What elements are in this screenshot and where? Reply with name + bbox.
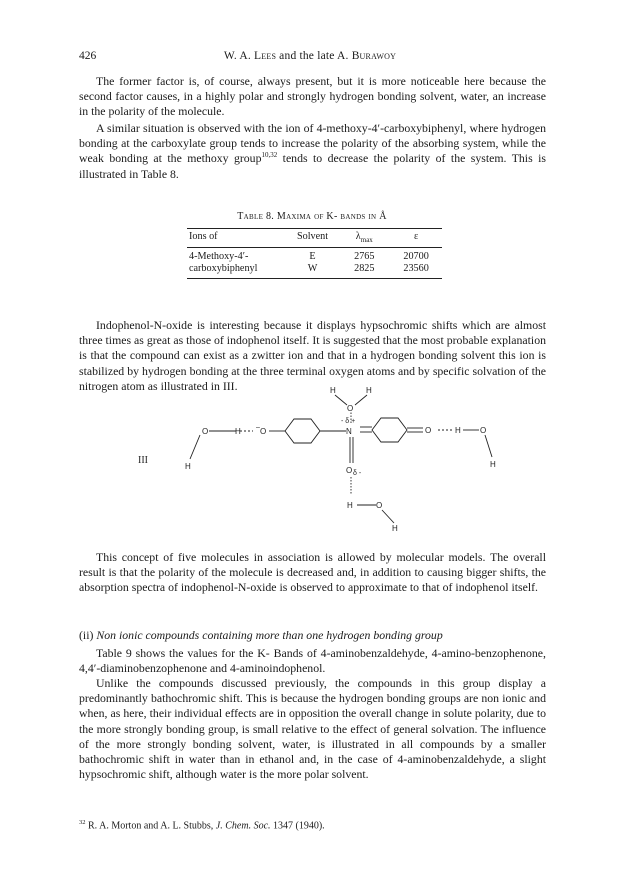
delta-plus: - δ + [341,418,356,425]
benzene-ring-left [285,419,320,443]
table-label: Table 8. [237,211,275,222]
section-heading [79,628,443,643]
structure-iii-diagram [138,386,500,535]
atom-h-right-end: H [490,460,496,469]
atom-h-top-2: H [366,386,372,395]
footnote: $^{32}$ R. A. Morton and A. L. Stubbs, J. Chem. Soc. 1347 (1940). [79,819,325,832]
author-lees: Lees [254,50,277,62]
atom-h-left: H [185,462,191,471]
atom-h-left-bridge: H [235,427,241,436]
atom-o-minus: O [260,427,267,436]
table-8 [187,228,442,279]
atom-o-top: O [347,404,354,413]
table-row: 4-Methoxy-4′- E 2765 20700 [189,251,429,263]
page-number: 426 [79,50,97,62]
running-head: W. A. Lees and the late A. Burawoy [223,50,397,62]
paragraph-unlike-compounds: Unlike the compounds discussed previously, the compounds in this group display a predominantly bathochromic shift. This is because the hydrogen bonding groups are non ionic and when, as here, their individual effects are in opposition the overall change in solute polarity, due to the more strongly bonding group, is small relative to the effect of general solvation. The influence of the more strongly bonding solvent, water, is illustrated in all compounds by a smaller bathochromic shift in water than in ethanol and, in the case of 4-aminobenzaldehyde, a slight hypsochromic shift, although water is the more polar solvent. [79,676,546,782]
table-rule-bottom [187,278,442,279]
header-lambda-max: $\lambda_{max}$ [355,231,373,245]
structure-label: III [138,455,148,466]
paragraph-indophenol-n-oxide: Indophenol-N-oxide is interesting because it displays hypsochromic shifts which are almost three times as great as those of indophenol itself. It is suggested that the most probable explanation is that the compound can exist as a zwitter ion and that in a hydrogen bonding solvent this ion is stabilized by hydrogen bonding at the three terminal oxygen atoms and by specific solvation of the nitrogen atom as illustrated in III. [79,318,546,393]
header-epsilon: ε [413,231,419,242]
table-title: Maxima of K- bands in Å [276,211,387,222]
atom-h-bottom-end: H [392,524,398,533]
table-row: carboxybiphenyl W 2825 23560 [189,263,429,275]
section-number: (ii) [79,628,97,642]
footnote-marker: 32 [79,819,86,826]
header-ions-of: Ions of [189,231,218,242]
paragraph-table-9: Table 9 shows the values for the K- Bands of 4-aminobenzaldehyde, 4-amino-benzophenone, 4,4′-diaminobenzophenone and 4-aminoindophenol. [79,646,546,676]
paragraph-five-molecules: This concept of five molecules in association is allowed by molecular models. The overall result is that the polarity of the molecule is decreased and, in addition to causing bigger shifts, the absorption spectra of indophenol-N-oxide is observed to approximate to that of indophenol itself. [79,550,546,595]
atom-o-right-end: O [480,426,487,435]
paragraph-similar-situation: A similar situation is observed with the ion of 4-methoxy-4′-carboxybiphenyl, where hydrogen bonding at the carboxylate group tends to increase the polarity of the absorbing system, while the weak bonding at the methoxy group$^{10,32}$ tends to decrease the polarity of the system. This is illustrated in Table 8. [79,121,546,181]
atom-n-plus: N [346,427,352,436]
atom-o-bottom-end: O [376,501,383,510]
atom-o-bottom: O [346,466,353,475]
negative-sign: – [256,424,260,431]
header-solvent: Solvent [296,231,329,242]
section-title: Non ionic compounds containing more than one hydrogen bonding group [96,628,443,642]
author-burawoy: Burawoy [351,50,397,62]
atom-h-bottom: H [347,501,353,510]
citation-superscript: 10,32 [261,151,278,160]
atom-h-top-1: H [330,386,336,395]
journal-name: J. Chem. Soc. [215,820,271,832]
table-header-row [187,229,442,247]
atom-h-right-bridge: H [455,426,461,435]
delta-minus: δ - [353,470,362,477]
atom-o-left: O [202,427,209,436]
quinoid-ring-right [372,418,407,442]
table-caption [0,211,624,222]
atom-o-right: O [425,426,432,435]
paragraph-former-factor: The former factor is, of course, always present, but it is more noticeable here because the second factor causes, in a highly polar and strongly hydrogen bonding solvent, water, an increase in the polarity of the molecule. [79,74,546,119]
